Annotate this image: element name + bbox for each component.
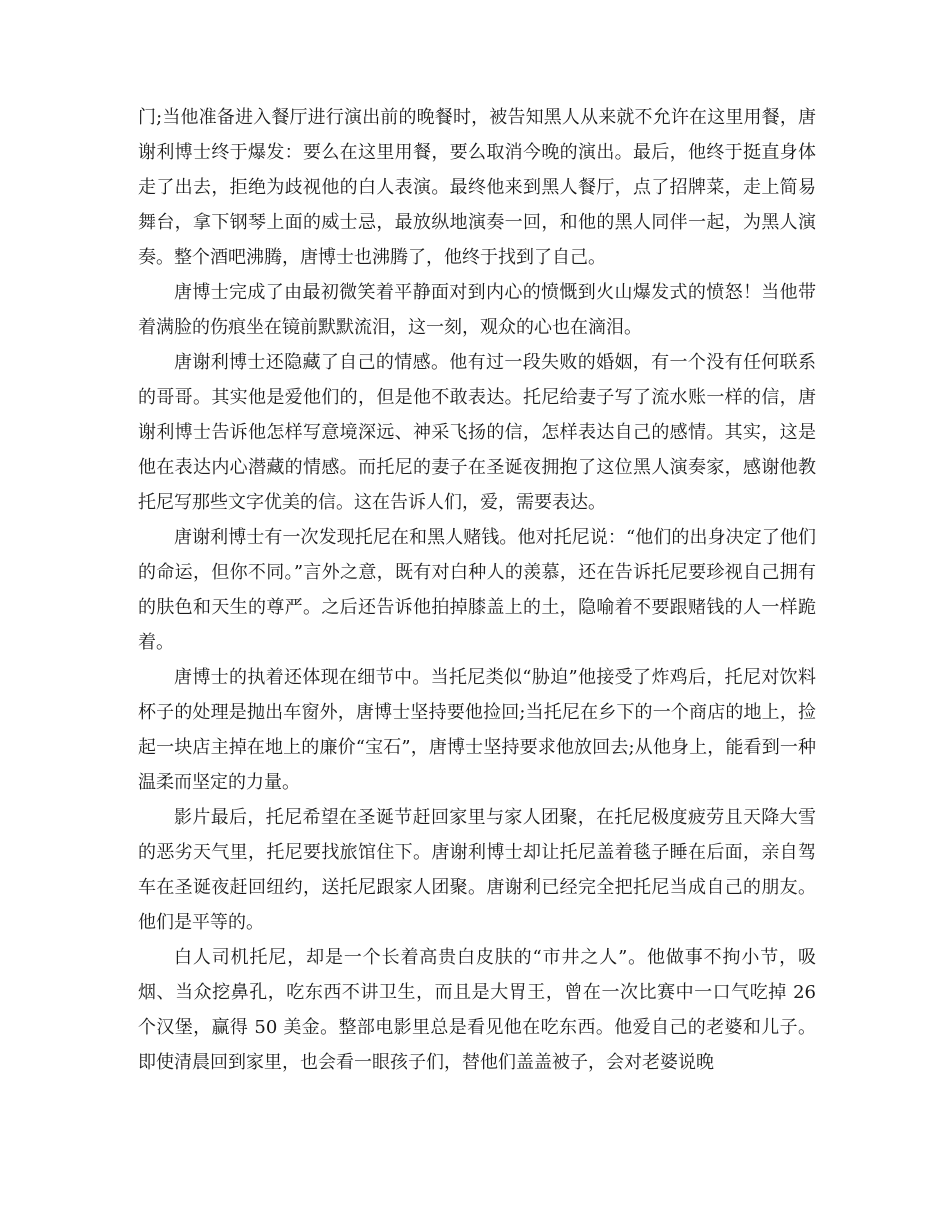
paragraph: 唐博士的执着还体现在细节中。当托尼类似“胁迫”他接受了炸鸡后，托尼对饮料杯子的处理是抛出车窗外，唐博士坚持要他捡回;当托尼在乡下的一个商店的地上，捡起一块店主掉在地上的廉价“宝石”，唐博士坚持要求他放回去;从他身上，能看到一种温柔而坚定的力量。: [138, 667, 816, 793]
paragraph: 唐谢利博士还隐藏了自己的情感。他有过一段失败的婚姻，有一个没有任何联系的哥哥。其实他是爱他们的，但是他不敢表达。托尼给妻子写了流水账一样的信，唐谢利博士告诉他怎样写意境深远、神采飞扬的信，怎样表达自己的感情。其实，这是他在表达内心潜藏的情感。而托尼的妻子在圣诞夜拥抱了这位黑人演奏家，感谢他教托尼写那些文字优美的信。这在告诉人们，爱，需要表达。: [138, 352, 816, 513]
paragraph: 门;当他准备进入餐厅进行演出前的晚餐时，被告知黑人从来就不允许在这里用餐，唐谢利博士终于爆发：要么在这里用餐，要么取消今晚的演出。最后，他终于挺直身体走了出去，拒绝为歧视他的白人表演。最终他来到黑人餐厅，点了招牌菜，走上简易舞台，拿下钢琴上面的威士忌，最放纵地演奏一回，和他的黑人同伴一起，为黑人演奏。整个酒吧沸腾，唐博士也沸腾了，他终于找到了自己。: [138, 107, 816, 268]
paragraph: 影片最后，托尼希望在圣诞节赶回家里与家人团聚，在托尼极度疲劳且天降大雪的恶劣天气里，托尼要找旅馆住下。唐谢利博士却让托尼盖着毯子睡在后面，亲自驾车在圣诞夜赶回纽约，送托尼跟家人团聚。唐谢利已经完全把托尼当成自己的朋友。他们是平等的。: [138, 807, 816, 933]
paragraph: 唐博士完成了由最初微笑着平静面对到内心的愤慨到火山爆发式的愤怒！当他带着满脸的伤痕坐在镜前默默流泪，这一刻，观众的心也在滴泪。: [138, 282, 816, 338]
paragraph: 唐谢利博士有一次发现托尼在和黑人赌钱。他对托尼说：“他们的出身决定了他们的命运，但你不同。”言外之意，既有对白种人的羡慕，还在告诉托尼要珍视自己拥有的肤色和天生的尊严。之后还告诉他拍掉膝盖上的土，隐喻着不要跟赌钱的人一样跪着。: [138, 527, 816, 653]
paragraph: 白人司机托尼，却是一个长着高贵白皮肤的“市井之人”。他做事不拘小节，吸烟、当众挖鼻孔，吃东西不讲卫生，而且是大胃王，曾在一次比赛中一口气吃掉 26 个汉堡，赢得 50 美金。整部电影里总是看见他在吃东西。他爱自己的老婆和儿子。即使清晨回到家里，也会看一眼孩子们，替他们盖盖被子，会对老婆说晚: [138, 947, 816, 1073]
document-page: [138, 100, 816, 1080]
